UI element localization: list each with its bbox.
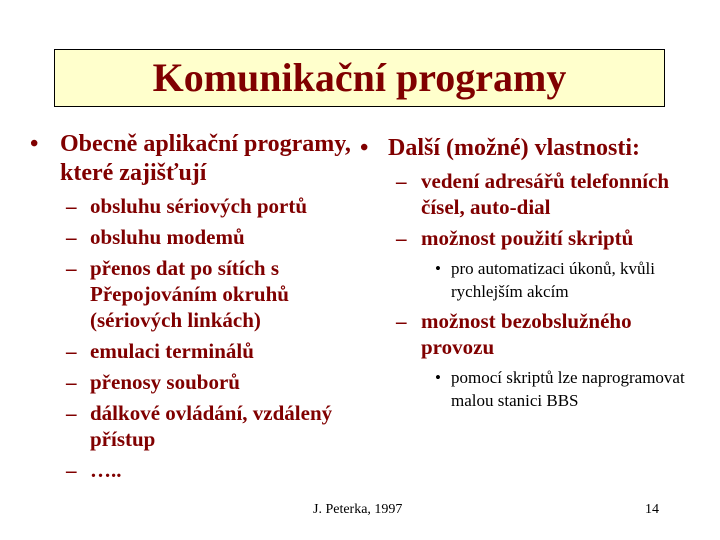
left-column <box>26 130 369 483</box>
right-item-text: možnost použití skriptů <box>421 226 634 250</box>
right-item-3 <box>356 308 706 360</box>
right-item-1 <box>356 168 706 220</box>
bullet-icon: • <box>30 131 39 157</box>
left-item-text: ….. <box>90 458 122 482</box>
dash-icon: – <box>66 256 77 280</box>
dash-icon: – <box>396 309 407 333</box>
left-item-4 <box>26 338 366 364</box>
left-item-text: přenos dat po sítích s Přepojováním okruhů (sériových linkách) <box>90 256 289 332</box>
left-item-6 <box>26 400 366 452</box>
right-heading-text: Další (možné) vlastnosti: <box>388 135 640 161</box>
right-item-2 <box>356 225 706 251</box>
page-number: 14 <box>645 502 659 517</box>
bullet-icon: • <box>360 135 369 161</box>
dash-icon: – <box>396 226 407 250</box>
left-item-2 <box>26 224 366 250</box>
title-box <box>54 49 665 107</box>
left-item-text: obsluhu modemů <box>90 225 245 249</box>
left-item-3 <box>26 255 366 333</box>
dash-icon: – <box>66 370 77 394</box>
left-item-text: emulaci terminálů <box>90 339 254 363</box>
dash-icon: – <box>66 401 77 425</box>
slide-title: Komunikační programy <box>152 55 567 100</box>
footer-author: J. Peterka, 1997 <box>313 502 403 517</box>
left-heading-text: Obecně aplikační programy, které zajišťují <box>60 131 351 186</box>
right-subitem-3-1 <box>356 366 706 412</box>
right-heading <box>356 134 706 163</box>
left-item-5 <box>26 369 366 395</box>
bullet-icon: • <box>435 259 441 278</box>
dash-icon: – <box>66 339 77 363</box>
left-item-7 <box>26 457 366 483</box>
right-subitem-text: pro automatizaci úkonů, kvůli rychlejším akcím <box>451 259 655 301</box>
dash-icon: – <box>66 225 77 249</box>
left-item-1 <box>26 193 366 219</box>
right-subitem-2-1 <box>356 257 706 303</box>
bullet-icon: • <box>435 368 441 387</box>
left-heading <box>26 130 369 188</box>
dash-icon: – <box>396 169 407 193</box>
right-item-text: možnost bezobslužného provozu <box>421 309 632 359</box>
dash-icon: – <box>66 194 77 218</box>
dash-icon: – <box>66 458 77 482</box>
right-column <box>356 134 706 412</box>
right-item-text: vedení adresářů telefonních čísel, auto-dial <box>421 169 670 219</box>
left-item-text: obsluhu sériových portů <box>90 194 308 218</box>
right-subitem-text: pomocí skriptů lze naprogramovat malou stanici BBS <box>451 368 685 410</box>
left-item-text: přenosy souborů <box>90 370 240 394</box>
left-item-text: dálkové ovládání, vzdálený přístup <box>90 401 333 451</box>
